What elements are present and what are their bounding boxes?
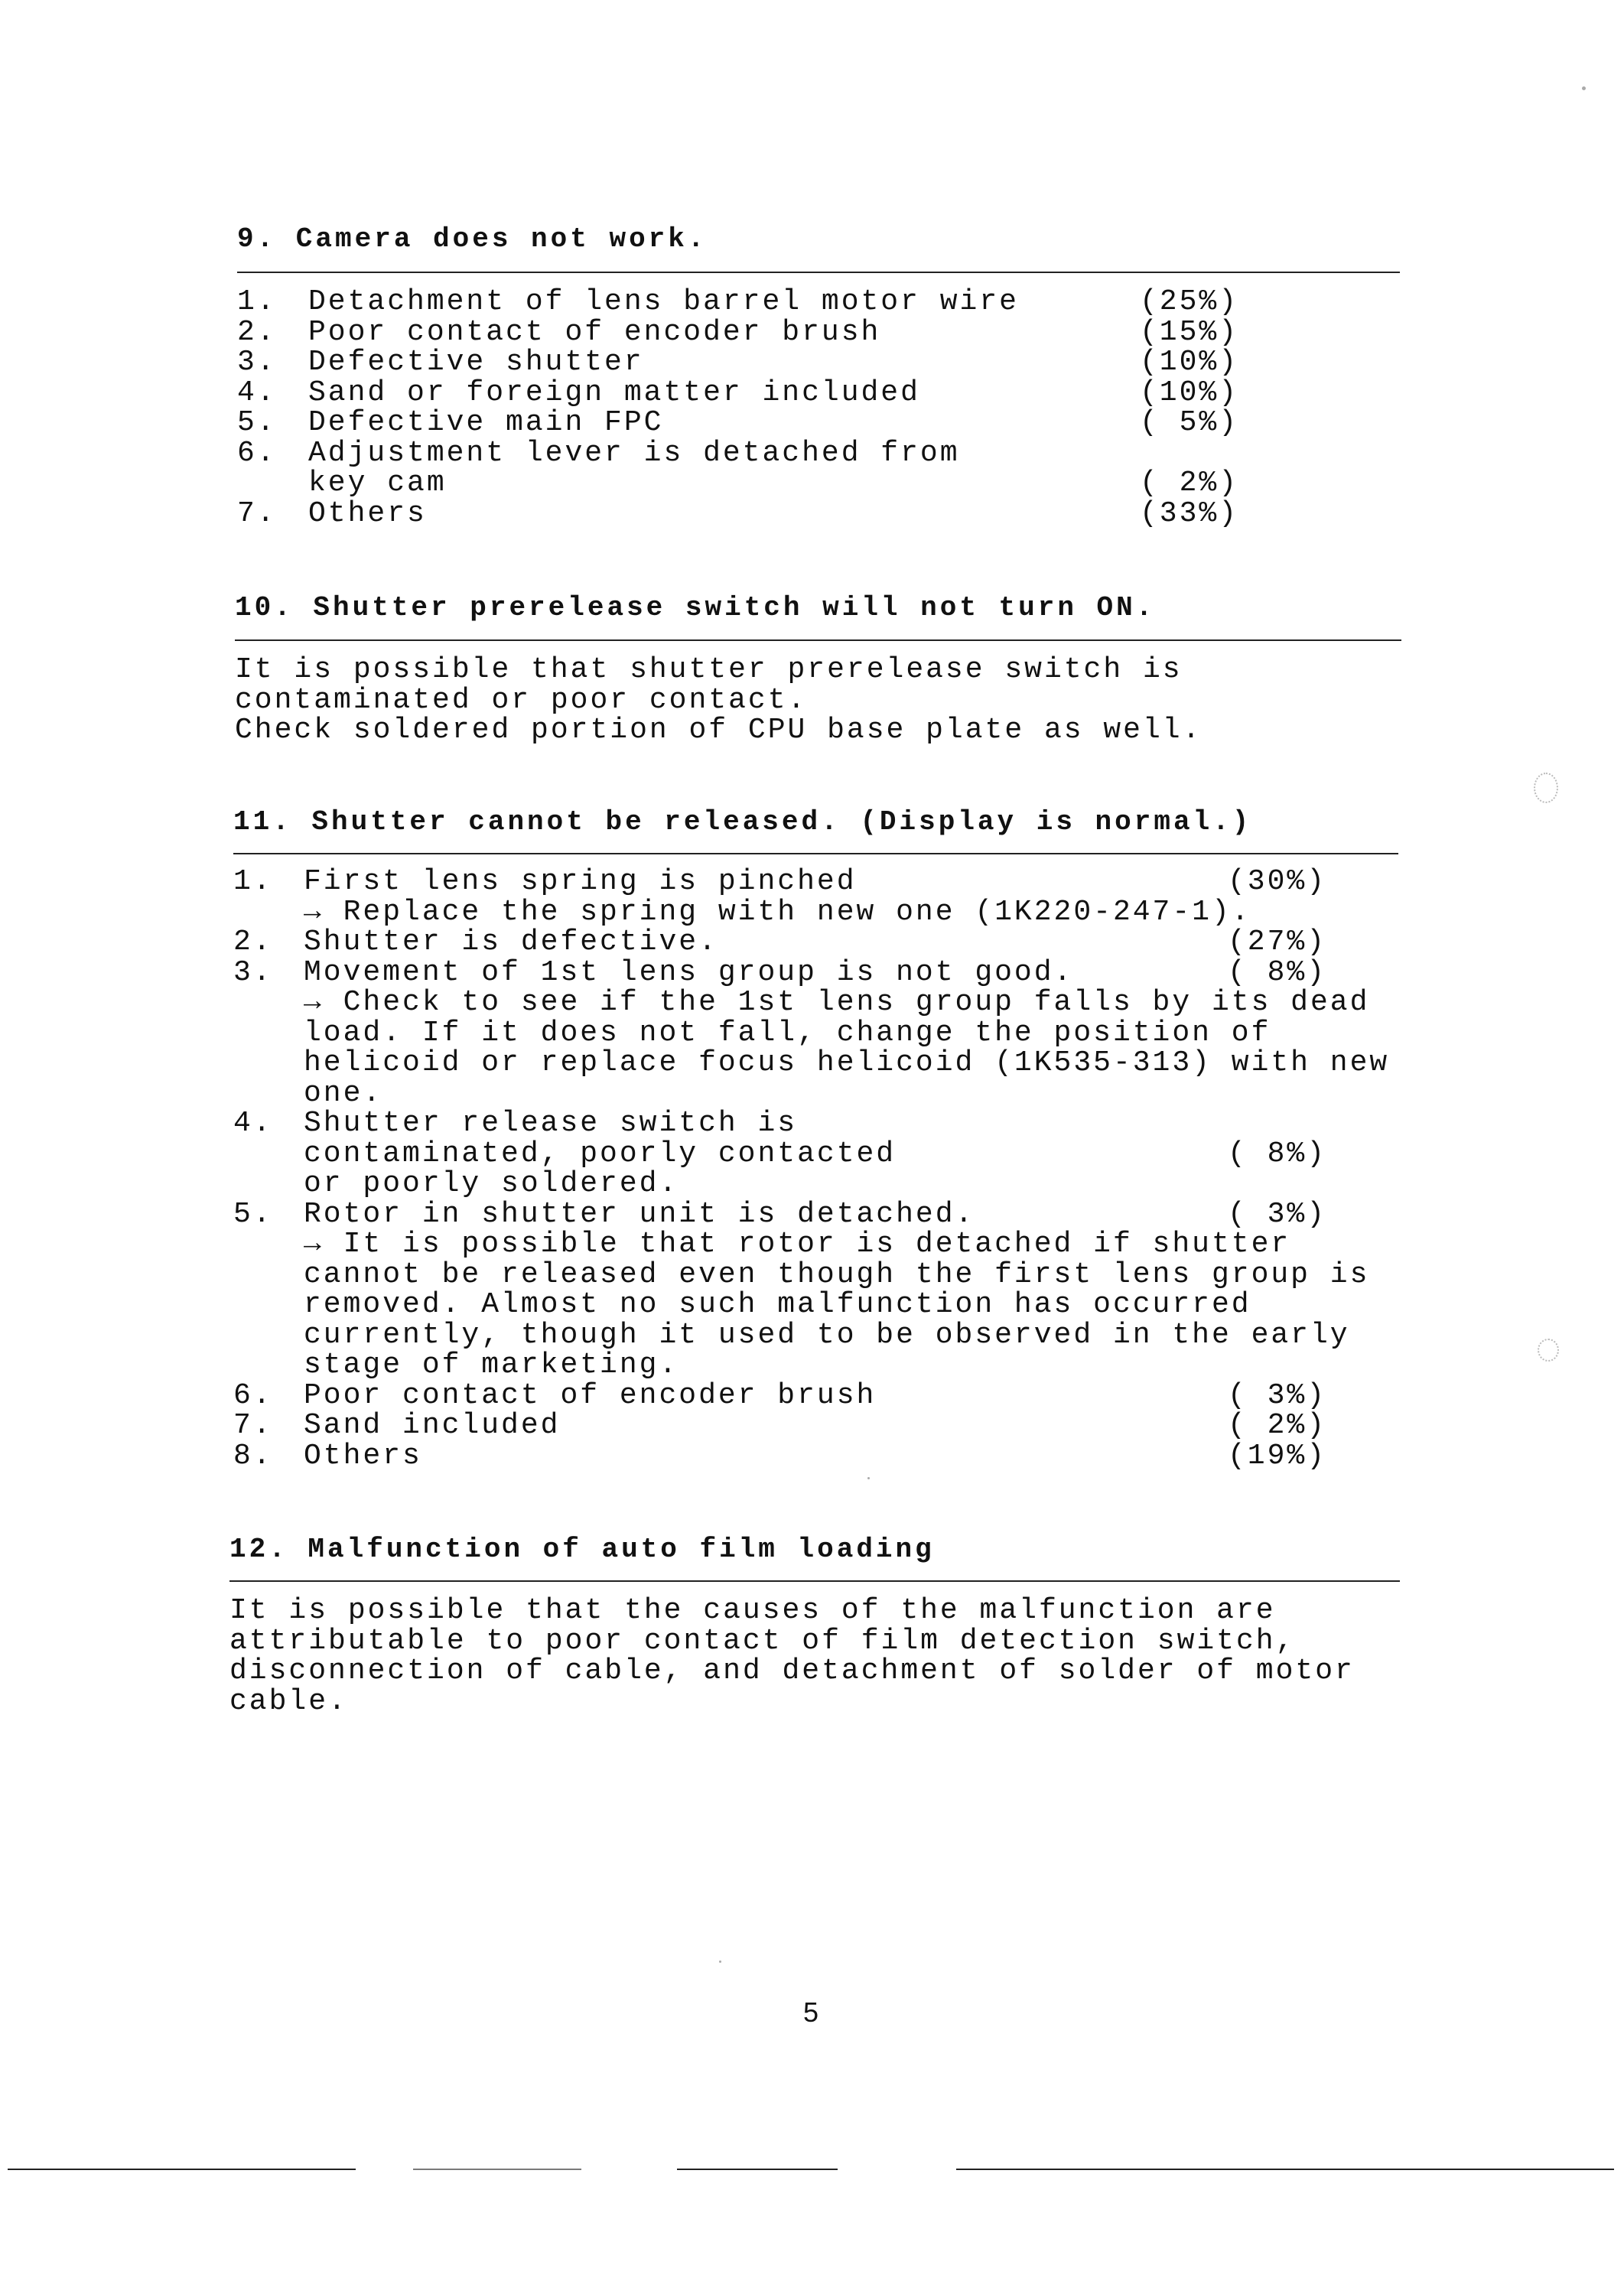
item-text: Adjustment lever is detached from xyxy=(308,436,960,470)
list-item-line xyxy=(233,1290,1457,1320)
list-item-line xyxy=(233,988,1457,1018)
item-percentage: ( 3%) xyxy=(1228,1197,1327,1231)
section-heading: 9. Camera does not work. xyxy=(237,223,708,255)
paragraph-line: disconnection of cable, and detachment of solder of motor xyxy=(229,1655,1355,1687)
section-heading: 11. Shutter cannot be released. (Display is normal.) xyxy=(233,806,1252,838)
list-item-line xyxy=(233,1169,1457,1199)
item-percentage: ( 3%) xyxy=(1228,1378,1327,1412)
item-number: 4. xyxy=(233,1107,273,1140)
item-text: one. xyxy=(304,1076,383,1110)
section-rule xyxy=(237,272,1400,273)
item-text: Shutter is defective. xyxy=(304,926,718,958)
item-text: stage of marketing. xyxy=(304,1349,679,1381)
item-percentage: ( 2%) xyxy=(1140,467,1239,499)
list-item-line xyxy=(237,378,1400,408)
item-percentage: (30%) xyxy=(1228,865,1327,898)
cause-list xyxy=(233,867,1457,1471)
list-item-line xyxy=(237,438,1400,469)
item-percentage: (19%) xyxy=(1228,1439,1327,1472)
item-text: contaminated, poorly contacted xyxy=(304,1137,897,1170)
item-percentage: (33%) xyxy=(1140,496,1239,530)
paragraph-line: It is possible that the causes of the malfunction are xyxy=(229,1594,1276,1627)
item-text: Defective main FPC xyxy=(308,406,664,439)
item-text: Others xyxy=(304,1439,422,1472)
list-item-line xyxy=(233,927,1457,958)
item-text: Poor contact of encoder brush xyxy=(308,315,881,349)
list-item-line xyxy=(233,1108,1457,1139)
item-percentage: ( 5%) xyxy=(1140,406,1239,439)
item-text: Defective shutter xyxy=(308,346,644,379)
list-item-line xyxy=(233,1411,1457,1441)
paragraph-line: It is possible that shutter prerelease switch is xyxy=(235,653,1183,686)
list-item-line xyxy=(233,1441,1457,1472)
item-number: 8. xyxy=(233,1439,273,1472)
item-text: Detachment of lens barrel motor wire xyxy=(308,285,1019,318)
cause-list xyxy=(237,287,1400,529)
list-item-line xyxy=(233,867,1457,897)
item-percentage: (10%) xyxy=(1140,376,1239,409)
list-item-line xyxy=(233,1229,1457,1260)
item-text: or poorly soldered. xyxy=(304,1167,679,1200)
list-item-line xyxy=(237,496,1400,530)
item-text: Rotor in shutter unit is detached. xyxy=(304,1197,975,1231)
item-percentage: ( 8%) xyxy=(1228,955,1327,989)
list-item-line xyxy=(237,468,1400,499)
item-number: 7. xyxy=(237,496,277,530)
item-number: 6. xyxy=(233,1378,273,1412)
item-percentage: (25%) xyxy=(1140,285,1239,318)
item-text: → Check to see if the 1st lens group falls by its dead xyxy=(304,986,1370,1019)
section-heading: 12. Malfunction of auto film loading xyxy=(229,1534,935,1565)
section-heading: 10. Shutter prerelease switch will not turn ON. xyxy=(235,592,1156,623)
paragraph-line: contaminated or poor contact. xyxy=(235,683,808,717)
section-12 xyxy=(229,1532,1392,1567)
list-item-line xyxy=(237,317,1400,348)
item-percentage: ( 2%) xyxy=(1228,1409,1327,1442)
scan-speck xyxy=(1534,773,1558,803)
item-text: First lens spring is pinched xyxy=(304,865,857,898)
item-number: 3. xyxy=(237,346,277,379)
page-number: 5 xyxy=(803,1996,819,2028)
item-number: 5. xyxy=(237,406,277,439)
list-item-line xyxy=(237,347,1400,378)
item-percentage: (15%) xyxy=(1140,315,1239,349)
list-item-line xyxy=(233,1076,1457,1110)
section-paragraph xyxy=(235,655,1398,746)
list-item-line xyxy=(233,1018,1457,1049)
section-10 xyxy=(235,591,1398,626)
list-item-line xyxy=(233,1350,1457,1381)
list-item-line xyxy=(233,1260,1457,1290)
list-item-line xyxy=(233,1139,1457,1170)
item-text: currently, though it used to be observed in the early xyxy=(304,1318,1350,1352)
item-text: Poor contact of encoder brush xyxy=(304,1378,877,1412)
paragraph-line: Check soldered portion of CPU base plate as well. xyxy=(235,714,1203,747)
item-text: Sand or foreign matter included xyxy=(308,376,920,409)
list-item-line xyxy=(233,1378,1457,1412)
item-percentage: (27%) xyxy=(1228,926,1327,958)
item-text: Shutter release switch is xyxy=(304,1107,798,1140)
item-text: Sand included xyxy=(304,1409,561,1442)
paragraph-line: attributable to poor contact of film detection switch, xyxy=(229,1624,1296,1658)
scan-speck xyxy=(719,1960,721,1963)
item-number: 2. xyxy=(233,926,273,958)
item-text: load. If it does not fall, change the position of xyxy=(304,1016,1271,1049)
section-rule xyxy=(235,639,1401,641)
scan-speck xyxy=(1582,86,1586,90)
section-paragraph xyxy=(229,1596,1453,1716)
item-number: 2. xyxy=(237,315,277,349)
item-text: → It is possible that rotor is detached if shutter xyxy=(304,1228,1291,1261)
list-item-line xyxy=(233,1048,1457,1079)
item-number: 6. xyxy=(237,436,277,470)
item-percentage: (10%) xyxy=(1140,346,1239,379)
item-number: 5. xyxy=(233,1197,273,1231)
item-text: → Replace the spring with new one (1K220-247-1). xyxy=(304,895,1251,929)
item-percentage: ( 8%) xyxy=(1228,1137,1327,1170)
footer-line xyxy=(413,2169,581,2170)
list-item-line xyxy=(237,287,1400,317)
footer-line xyxy=(956,2169,1614,2170)
section-rule xyxy=(233,853,1398,854)
item-text: cannot be released even though the first lens group is xyxy=(304,1258,1370,1291)
list-item-line xyxy=(233,1320,1457,1351)
item-text: Others xyxy=(308,496,427,530)
item-number: 7. xyxy=(233,1409,273,1442)
item-text: removed. Almost no such malfunction has occurred xyxy=(304,1288,1251,1321)
footer-line xyxy=(677,2169,838,2170)
section-11 xyxy=(233,805,1457,840)
list-item-line xyxy=(233,955,1457,989)
item-text: key cam xyxy=(308,467,447,499)
scan-speck xyxy=(1538,1339,1559,1362)
paragraph-line: cable. xyxy=(229,1684,348,1718)
scan-speck xyxy=(867,1477,870,1479)
item-number: 3. xyxy=(233,955,273,989)
item-number: 1. xyxy=(233,865,273,898)
list-item-line xyxy=(233,1199,1457,1230)
item-text: helicoid or replace focus helicoid (1K535-313) with new xyxy=(304,1046,1390,1079)
list-item-line xyxy=(233,897,1457,928)
list-item-line xyxy=(237,408,1400,438)
section-9 xyxy=(237,222,1400,257)
item-text: Movement of 1st lens group is not good. xyxy=(304,955,1074,989)
item-number: 4. xyxy=(237,376,277,409)
section-rule xyxy=(229,1580,1400,1582)
item-number: 1. xyxy=(237,285,277,318)
footer-line xyxy=(8,2169,356,2170)
